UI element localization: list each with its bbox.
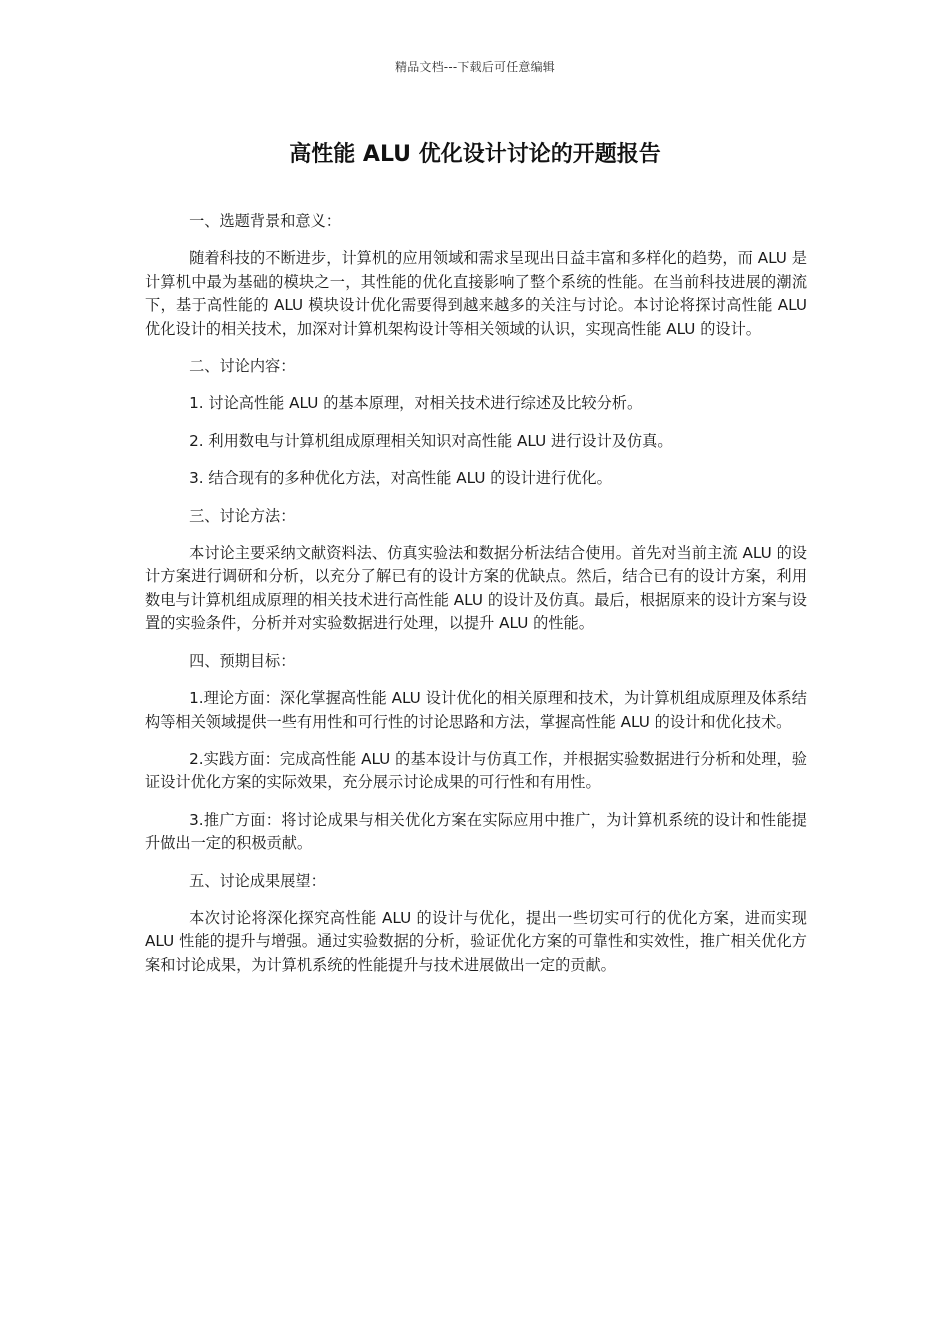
section-2-item-1: 1. 讨论高性能 ALU 的基本原理，对相关技术进行综述及比较分析。	[189, 394, 643, 413]
section-4-heading: 四、预期目标：	[189, 651, 296, 670]
section-4-item-1: 1.理论方面：深化掌握高性能 ALU 设计优化的相关原理和技术，为计算机组成原理及体系结构等相关领域提供一些有用性和可行性的讨论思路和方法，掌握高性能 ALU 的设计和优化技术。	[145, 689, 807, 731]
section-3-paragraph: 本讨论主要采纳文献资料法、仿真实验法和数据分析法结合使用。首先对当前主流 ALU 的设计方案进行调研和分析，以充分了解已有的设计方案的优缺点。然后，结合已有的设计方案，利用数电与计算机组成原理的相关技术进行高性能 ALU 的设计及仿真。最后，根据原来的设计方案与设置的实验条件，分析并对实验数据进行处理，以提升 ALU 的性能。	[145, 544, 807, 633]
section-4-item-3: 3.推广方面：将讨论成果与相关优化方案在实际应用中推广，为计算机系统的设计和性能提升做出一定的积极贡献。	[145, 810, 807, 853]
section-2-item-3: 3. 结合现有的多种优化方法，对高性能 ALU 的设计进行优化。	[189, 469, 612, 488]
section-4-item-2: 2.实践方面：完成高性能 ALU 的基本设计与仿真工作，并根据实验数据进行分析和处理，验证设计优化方案的实际效果，充分展示讨论成果的可行性和有用性。	[145, 749, 807, 792]
section-1-heading: 一、选题背景和意义：	[189, 212, 341, 230]
section-3-heading: 三、讨论方法：	[189, 506, 296, 525]
section-5-heading: 五、讨论成果展望：	[189, 871, 326, 890]
section-2-item-2: 2. 利用数电与计算机组成原理相关知识对高性能 ALU 进行设计及仿真。	[189, 431, 673, 450]
document-title: 高性能 ALU 优化设计讨论的开题报告	[289, 142, 661, 167]
section-2-heading: 二、讨论内容：	[189, 357, 296, 376]
document-body	[145, 210, 807, 991]
header-note: 精品文档---下载后可任意编辑	[395, 60, 555, 74]
section-5-paragraph: 本次讨论将深化探究高性能 ALU 的设计与优化，提出一些切实可行的优化方案，进而实现 ALU 性能的提升与增强。通过实验数据的分析，验证优化方案的可靠性和实效性，推广相关优化方案和讨论成果，为计算机系统的性能提升与技术进展做出一定的贡献。	[145, 908, 807, 974]
section-1-paragraph: 随着科技的不断进步，计算机的应用领域和需求呈现出日益丰富和多样化的趋势，而 ALU 是计算机中最为基础的模块之一，其性能的优化直接影响了整个系统的性能。在当前科技进展的潮流下，基于高性能的 ALU 模块设计优化需要得到越来越多的关注与讨论。本讨论将探讨高性能 ALU 优化设计的相关技术，加深对计算机架构设计等相关领域的认识，实现高性能 ALU 的设计。	[145, 249, 807, 338]
